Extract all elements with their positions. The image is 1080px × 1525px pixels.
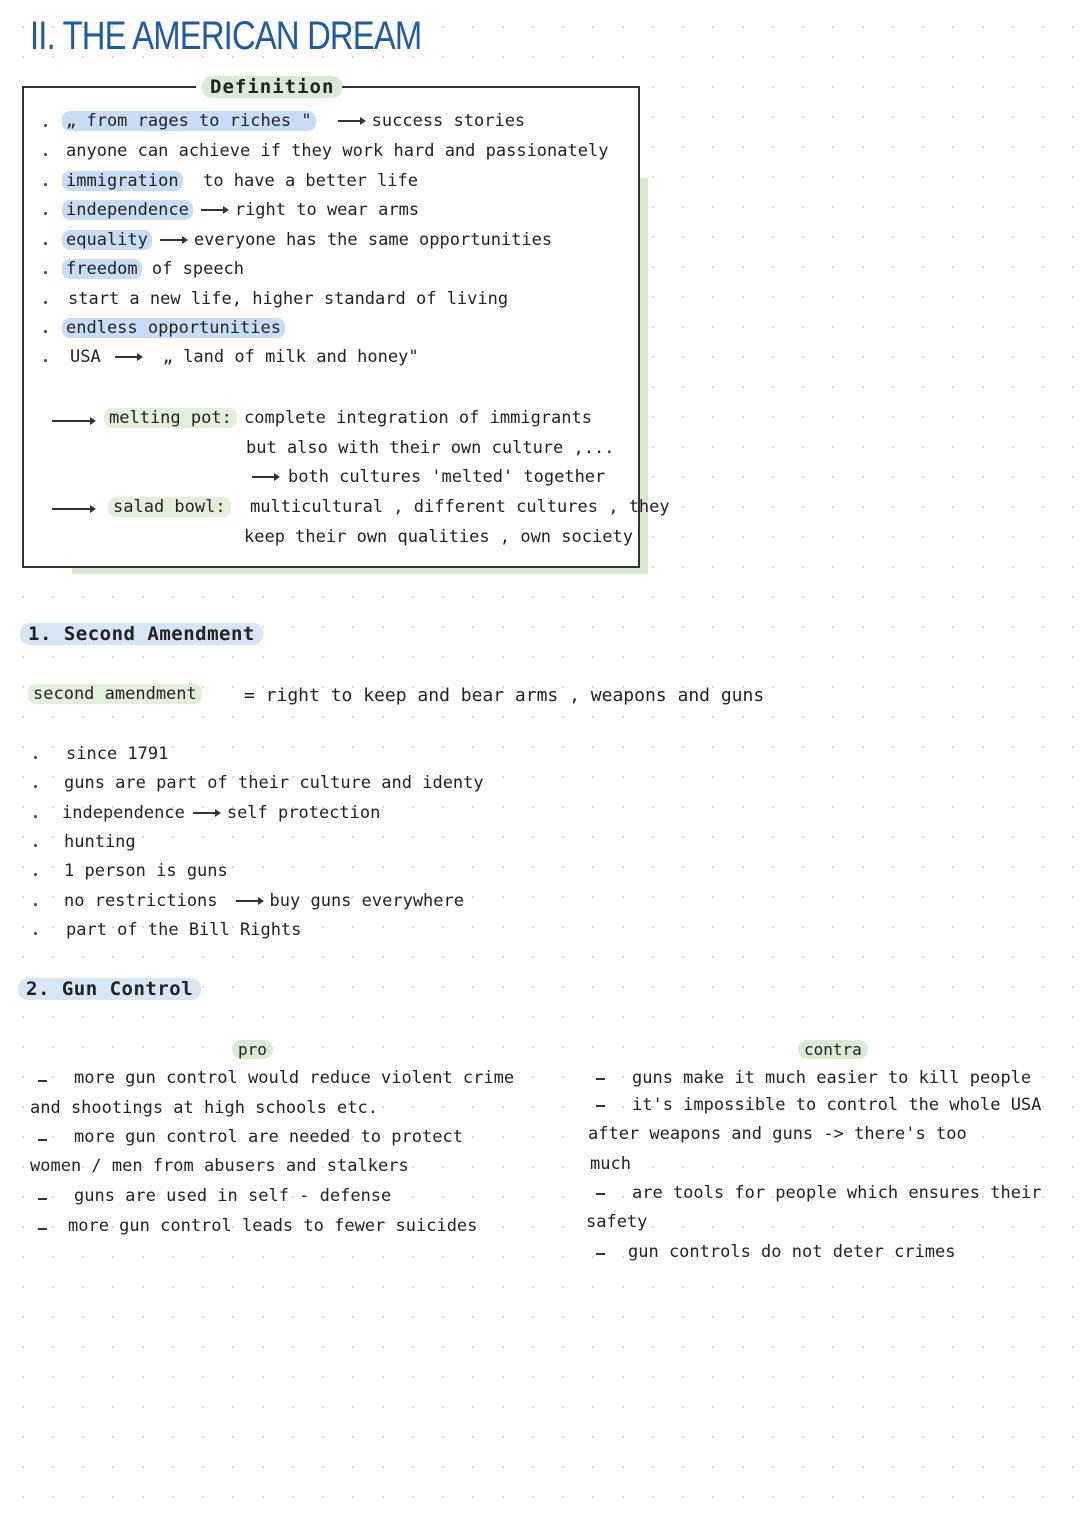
line-text: everyone has the same opportunities [193, 230, 553, 250]
amendment-fact: guns are part of their culture and identy [64, 773, 484, 793]
arrow-icon [252, 476, 278, 478]
bullet-dot [44, 359, 47, 362]
highlighted-term: immigration [62, 171, 183, 191]
arrow-icon [115, 356, 141, 358]
contra-argument-continued: after weapons and guns -> there's too [588, 1124, 967, 1144]
pro-argument-continued: and shootings at high schools etc. [30, 1098, 378, 1118]
contra-argument-continued: safety [586, 1212, 648, 1232]
arrow-icon [236, 900, 262, 902]
contra-label: contra [798, 1040, 868, 1059]
amendment-fact: 1 person is guns [64, 861, 228, 881]
contra-argument: are tools for people which ensures their [632, 1183, 1042, 1203]
arrow-icon [338, 120, 364, 122]
definition-line-9 [70, 347, 419, 367]
melting-pot-line-2: but also with their own culture ,... [246, 438, 615, 458]
line-lead: USA [70, 347, 101, 367]
salad-bowl-line-1: multicultural , different cultures , they [250, 497, 670, 517]
dash-marker [596, 1105, 605, 1107]
line-text: to have a better life [203, 171, 419, 191]
amendment-fact: since 1791 [66, 744, 169, 764]
pro-argument: more gun control would reduce violent crime [74, 1068, 515, 1088]
highlighted-term: endless opportunities [62, 318, 285, 338]
bullet-dot [34, 756, 37, 759]
contra-argument: guns make it much easier to kill people [632, 1068, 1032, 1088]
line-text: of speech [151, 259, 245, 279]
highlighted-term: „ from rages to riches " [62, 111, 316, 131]
arrow-icon [52, 508, 94, 510]
definition-line-4 [62, 200, 419, 220]
dash-marker [38, 1080, 47, 1082]
bullet-dot [44, 271, 47, 274]
contra-argument: it's impossible to control the whole USA [632, 1095, 1042, 1115]
amendment-fact: independence self protection [62, 803, 381, 823]
arrow-icon [201, 209, 227, 211]
definition-line-3 [62, 171, 418, 191]
definition-line-5 [62, 230, 552, 250]
dash-marker [596, 1193, 605, 1195]
melting-pot-label: melting pot: [104, 408, 237, 428]
salad-bowl-line-2: keep their own qualities , own society [244, 527, 633, 547]
bullet-dot [34, 873, 37, 876]
line-text: success stories [371, 111, 526, 131]
bullet-dot [44, 212, 47, 215]
line-text: right to wear arms [234, 200, 420, 220]
bullet-dot [34, 932, 37, 935]
amendment-fact: part of the Bill Rights [66, 920, 302, 940]
pro-argument: more gun control are needed to protect [74, 1127, 463, 1147]
section-heading-second-amendment: 1. Second Amendment [20, 623, 263, 645]
bullet-dot [44, 301, 47, 304]
amendment-fact: no restrictions buy guns everywhere [64, 891, 464, 911]
highlighted-term: equality [62, 230, 152, 250]
dash-marker [596, 1078, 605, 1080]
bullet-dot [44, 183, 47, 186]
definition-line-7: start a new life, higher standard of living [68, 289, 509, 309]
definition-label: Definition [202, 76, 342, 98]
second-amendment-term: second amendment [28, 684, 202, 704]
highlighted-term: independence [62, 200, 193, 220]
dash-marker [38, 1228, 47, 1230]
pro-argument: guns are used in self - defense [74, 1186, 392, 1206]
arrow-icon [52, 420, 94, 422]
dash-marker [38, 1139, 47, 1141]
contra-argument-continued: much [590, 1154, 631, 1174]
melting-pot-line-1: complete integration of immigrants [244, 408, 592, 428]
definition-line-1 [62, 111, 525, 131]
bullet-dot [44, 153, 47, 156]
bullet-dot [44, 124, 47, 127]
arrow-icon [193, 812, 219, 814]
bullet-dot [34, 844, 37, 847]
bullet-dot [34, 903, 37, 906]
bullet-dot [34, 815, 37, 818]
definition-line-2: anyone can achieve if they work hard and passionately [66, 141, 609, 161]
bullet-dot [44, 242, 47, 245]
highlighted-term: freedom [62, 259, 142, 279]
line-text: „ land of milk and honey" [162, 347, 419, 367]
bullet-dot [34, 785, 37, 788]
definition-line-8 [62, 318, 285, 338]
pro-argument: more gun control leads to fewer suicides [68, 1216, 478, 1236]
arrow-icon [160, 239, 186, 241]
melting-pot-line-3: both cultures 'melted' together [252, 467, 605, 487]
contra-argument: gun controls do not deter crimes [628, 1242, 956, 1262]
page-title: II. THE AMERICAN DREAM [30, 14, 422, 58]
amendment-fact: hunting [64, 832, 136, 852]
second-amendment-definition: = right to keep and bear arms , weapons and guns [244, 685, 765, 706]
section-heading-gun-control: 2. Gun Control [18, 978, 201, 1000]
bullet-dot [44, 330, 47, 333]
dash-marker [596, 1253, 605, 1255]
dash-marker [38, 1198, 47, 1200]
pro-label: pro [232, 1040, 273, 1059]
salad-bowl-label: salad bowl: [108, 497, 231, 517]
definition-line-6 [62, 259, 244, 279]
pro-argument-continued: women / men from abusers and stalkers [30, 1156, 409, 1176]
